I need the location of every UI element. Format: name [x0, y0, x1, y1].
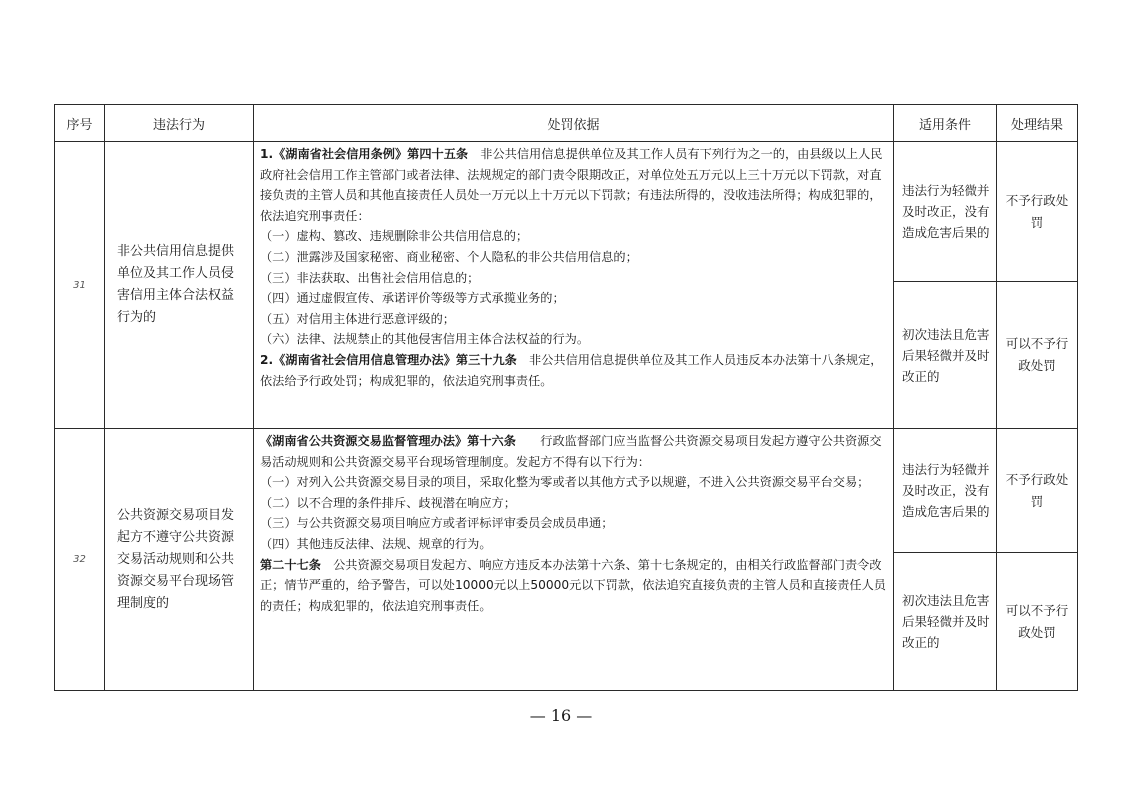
basis-article: 1.《湖南省社会信用条例》第四十五条: [260, 147, 469, 161]
basis-item: （五）对信用主体进行恶意评级的；: [260, 311, 455, 326]
row-behavior: 公共资源交易项目发起方不遵守公共资源交易活动规则和公共资源交易平台现场管理制度的: [105, 429, 254, 691]
basis-article: 《湖南省公共资源交易监督管理办法》第十六条: [260, 434, 516, 448]
basis-text: 行政监督部门应当监督公共资源交易项目发起方遵守公共资源交易活动规则和公共资源交易平台现场管理制度。发起方不得有以下行为：: [260, 434, 882, 469]
table-row: [55, 429, 1078, 553]
header-basis: 处罚依据: [254, 105, 894, 142]
row-result: 可以不予行政处罚: [997, 282, 1078, 429]
header-condition: 适用条件: [894, 105, 997, 142]
basis-text: 非公共信用信息提供单位及其工作人员有下列行为之一的，由县级以上人民政府社会信用工作主管部门或者法律、法规规定的部门责令限期改正，对单位处五万元以上三十万元以下罚款，对直接负责的主管人员和其他直接责任人员处一万元以上十万元以下罚款；有违法所得的，没收违法所得；构成犯罪的，依法追究刑事责任：: [260, 147, 883, 223]
row-result: 可以不予行政处罚: [997, 553, 1078, 691]
basis-item: （三）非法获取、出售社会信用信息的；: [260, 270, 480, 285]
basis-item: （四）通过虚假宣传、承诺评价等级等方式承揽业务的；: [260, 291, 565, 306]
basis-item: （一）对列入公共资源交易目录的项目，采取化整为零或者以其他方式予以规避，不进入公共资源交易平台交易；: [260, 475, 870, 490]
row-condition: 违法行为轻微并及时改正，没有造成危害后果的: [894, 429, 997, 553]
row-condition: 违法行为轻微并及时改正，没有造成危害后果的: [894, 142, 997, 282]
row-seq: 31: [55, 142, 105, 429]
basis-item: （二）以不合理的条件排斥、歧视潜在响应方；: [260, 495, 516, 510]
basis-item: （四）其他违反法律、法规、规章的行为。: [260, 536, 492, 551]
penalty-table: [54, 104, 1078, 691]
basis-text: 非公共信用信息提供单位及其工作人员违反本办法第十八条规定，依法给予行政处罚；构成犯罪的，依法追究刑事责任。: [260, 352, 883, 388]
basis-item: （二）泄露涉及国家秘密、商业秘密、个人隐私的非公共信用信息的；: [260, 249, 638, 264]
page-number: — 16 —: [529, 706, 593, 725]
header-result: 处理结果: [997, 105, 1078, 142]
basis-paragraph: [260, 350, 887, 391]
basis-paragraph: [260, 555, 887, 617]
row-condition: 初次违法且危害后果轻微并及时改正的: [894, 282, 997, 429]
basis-item: （六）法律、法规禁止的其他侵害信用主体合法权益的行为。: [260, 332, 590, 347]
basis-paragraph: [260, 431, 887, 472]
row-result: 不予行政处罚: [997, 429, 1078, 553]
basis-item: （一）虚构、篡改、违规删除非公共信用信息的；: [260, 229, 529, 244]
basis-article: 2.《湖南省社会信用信息管理办法》第三十九条: [260, 352, 517, 367]
basis-paragraph: [260, 144, 887, 226]
header-behavior: 违法行为: [105, 105, 254, 142]
row-seq: 32: [55, 429, 105, 691]
table-header-row: [55, 105, 1078, 142]
header-seq: 序号: [55, 105, 105, 142]
basis-item: （三）与公共资源交易项目响应方或者评标评审委员会成员串通；: [260, 516, 614, 531]
row-behavior: 非公共信用信息提供单位及其工作人员侵害信用主体合法权益行为的: [105, 142, 254, 429]
basis-text: 公共资源交易项目发起方、响应方违反本办法第十六条、第十七条规定的，由相关行政监督部门责令改正；情节严重的，给予警告，可以处10000元以上50000元以下罚款，依法追究直接负责的主管人员和直接责任人员的责任；构成犯罪的，依法追究刑事责任。: [260, 557, 886, 613]
basis-article: 第二十七条: [260, 557, 321, 572]
row-result: 不予行政处罚: [997, 142, 1078, 282]
row-basis: [254, 142, 894, 429]
row-condition: 初次违法且危害后果轻微并及时改正的: [894, 553, 997, 691]
row-basis: [254, 429, 894, 691]
table-row: [55, 142, 1078, 282]
